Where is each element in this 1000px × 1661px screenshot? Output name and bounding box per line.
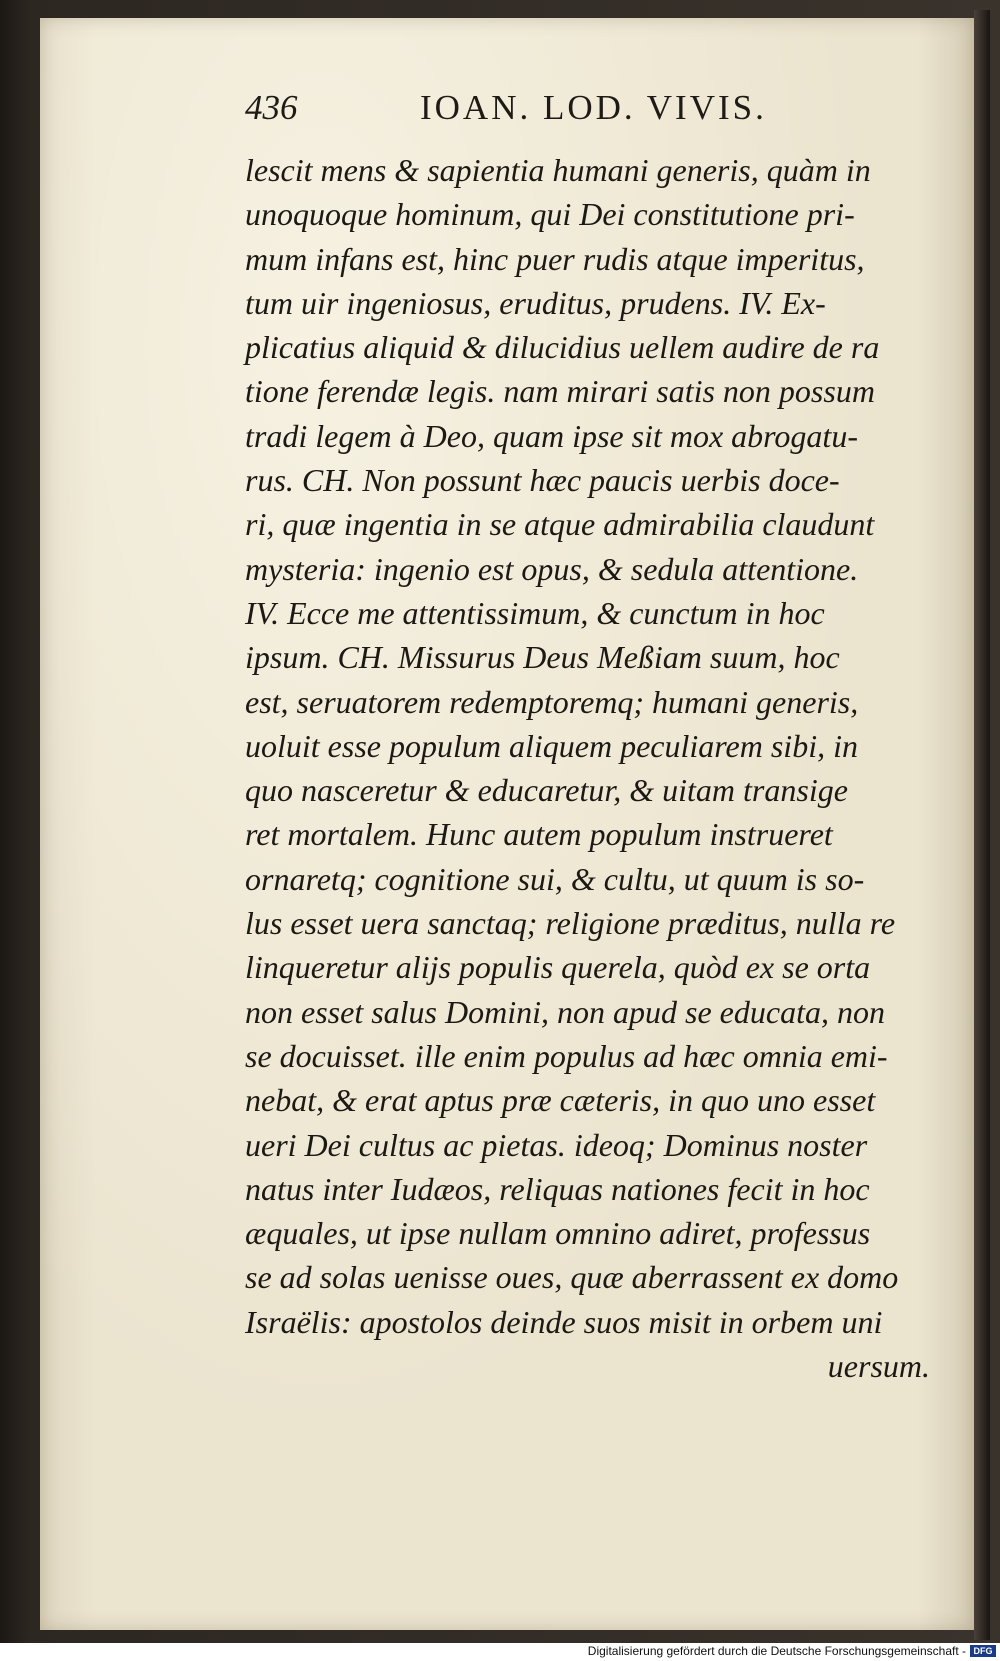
digitization-footer bbox=[0, 1643, 1000, 1661]
text-line: est, seruatorem redemptoremq; humani generis, bbox=[245, 683, 859, 720]
text-line: se ad solas uenisse oues, quæ aberrassent ex domo bbox=[245, 1259, 899, 1296]
text-line: Israëlis: apostolos deinde suos misit in orbem uni bbox=[245, 1303, 883, 1340]
text-line: lescit mens & sapientia humani generis, quàm in bbox=[245, 152, 871, 188]
text-line: quo nasceretur & educaretur, & uitam transige bbox=[245, 772, 848, 809]
text-line: linqueretur alijs populis querela, quòd ex se orta bbox=[245, 949, 871, 986]
text-line: tradi legem à Deo, quam ipse sit mox abrogatu- bbox=[245, 417, 858, 454]
text-line: ret mortalem. Hunc autem populum instrueret bbox=[245, 816, 833, 853]
text-line: ornaretq; cognitione sui, & cultu, ut quum is so- bbox=[245, 860, 865, 897]
text-line: unoquoque hominum, qui Dei constitutione pri- bbox=[245, 196, 855, 233]
text-line: lus esset uera sanctaq; religione præditus, nulla re bbox=[245, 905, 896, 942]
funding-notice: Digitalisierung gefördert durch die Deutsche Forschungsgemeinschaft - bbox=[587, 1644, 966, 1658]
text-line: se docuisset. ille enim populus ad hæc omnia emi- bbox=[245, 1037, 888, 1074]
text-line: mum infans est, hinc puer rudis atque imperitus, bbox=[245, 240, 865, 277]
book-gutter bbox=[974, 10, 990, 1640]
text-line: æquales, ut ipse nullam omnino adiret, professus bbox=[245, 1215, 871, 1252]
text-line: nebat, & erat aptus præ cæteris, in quo uno esset bbox=[245, 1082, 876, 1119]
text-line: tum uir ingeniosus, eruditus, prudens. IV. Ex- bbox=[245, 284, 826, 321]
text-line: uoluit esse populum aliquem peculiarem sibi, in bbox=[245, 727, 858, 764]
text-line: mysteria: ingenio est opus, & sedula attentione. bbox=[245, 550, 859, 587]
body-text bbox=[245, 148, 945, 1388]
catchword: uersum. bbox=[827, 1348, 930, 1385]
text-line: ueri Dei cultus ac pietas. ideoq; Dominus noster bbox=[245, 1126, 868, 1163]
page-header bbox=[245, 88, 885, 134]
text-line: IV. Ecce me attentissimum, & cunctum in hoc bbox=[245, 594, 825, 631]
dfg-logo: DFG bbox=[970, 1645, 996, 1657]
running-head: IOAN. LOD. VIVIS. bbox=[420, 88, 767, 127]
text-line: ipsum. CH. Missurus Deus Meßiam suum, hoc bbox=[245, 639, 840, 676]
text-line: plicatius aliquid & dilucidius uellem audire de ra bbox=[245, 329, 880, 366]
text-line: tione ferendæ legis. nam mirari satis non possum bbox=[245, 373, 875, 410]
text-line: natus inter Iudæos, reliquas nationes fecit in hoc bbox=[245, 1170, 870, 1207]
text-line: non esset salus Domini, non apud se educata, non bbox=[245, 993, 885, 1030]
text-line: ri, quæ ingentia in se atque admirabilia claudunt bbox=[245, 506, 875, 543]
text-line: rus. CH. Non possunt hæc paucis uerbis doce- bbox=[245, 462, 840, 499]
page-number: 436 bbox=[245, 88, 298, 127]
